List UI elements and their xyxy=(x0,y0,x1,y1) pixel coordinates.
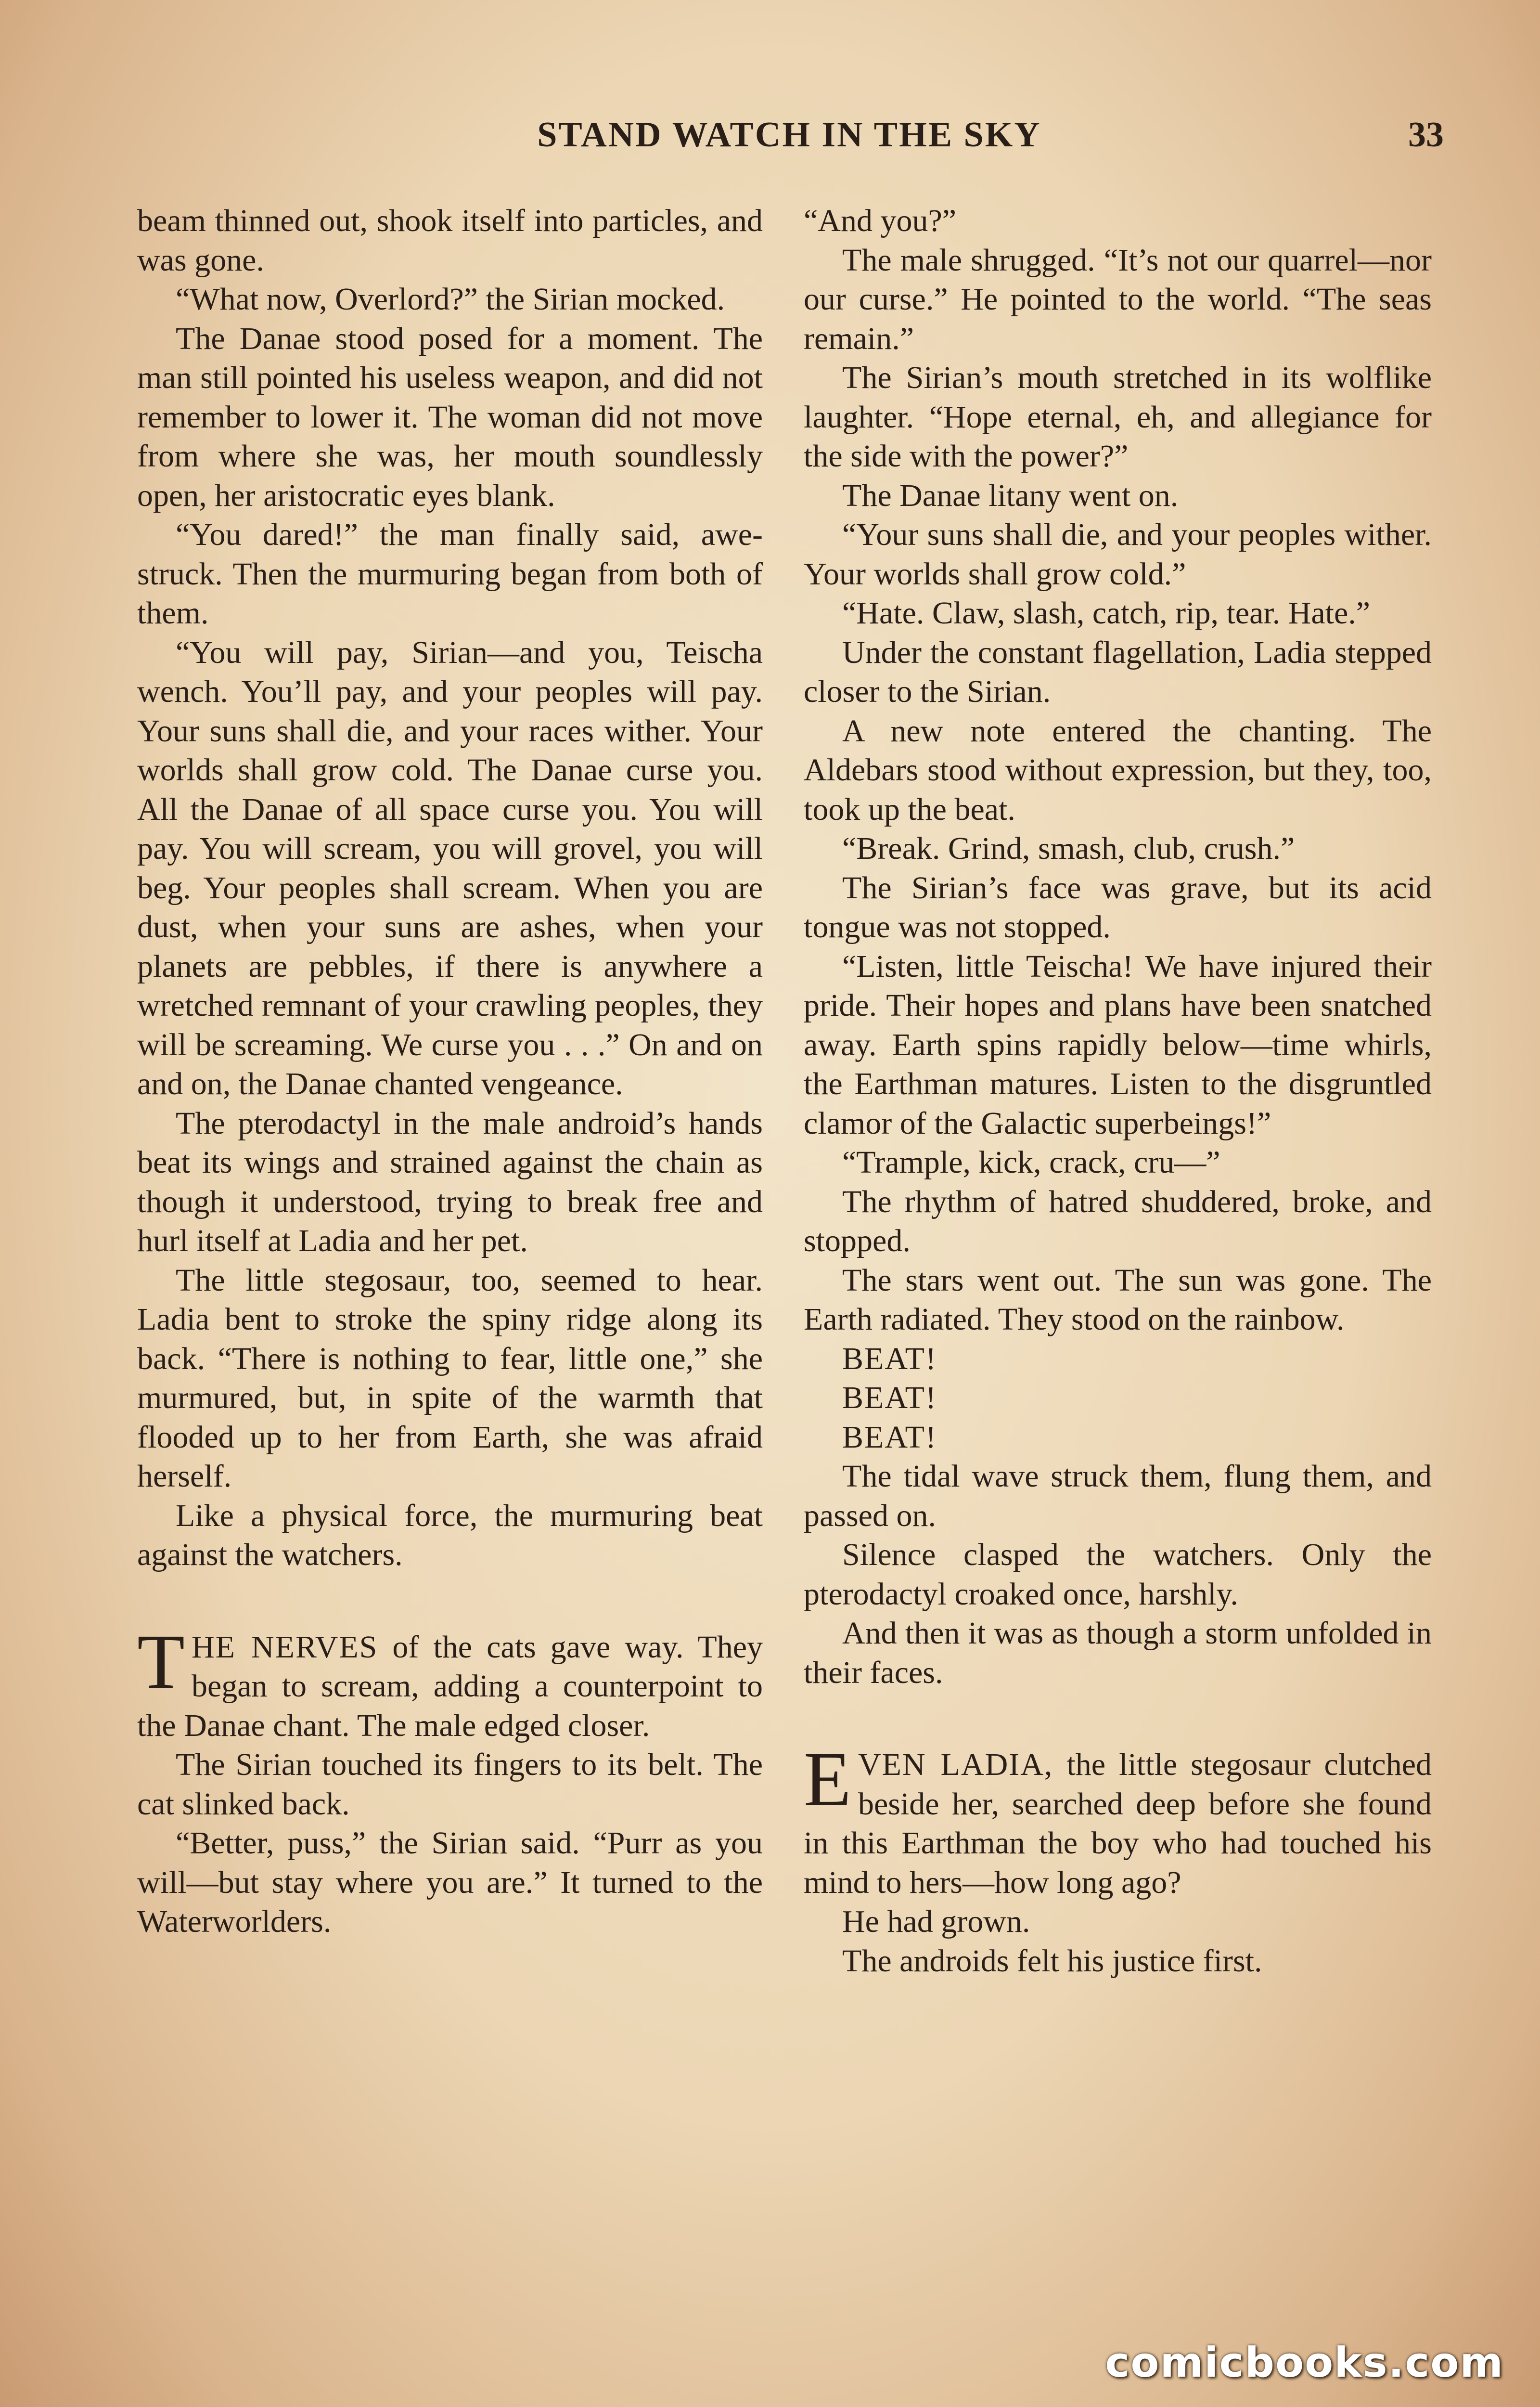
paragraph: The Sirian’s mouth stretched in its wolflike laughter. “Hope eternal, eh, and allegiance for the side with the power?” xyxy=(804,360,1432,474)
paragraph: Like a physical force, the murmuring beat against the watchers. xyxy=(137,1498,763,1572)
section-break xyxy=(804,1692,1432,1745)
paragraph: The Sirian’s face was grave, but its acid tongue was not stopped. xyxy=(804,870,1432,945)
beat-line: BEAT! xyxy=(842,1419,937,1455)
paragraph: The male shrugged. “It’s not our quarrel—nor our curse.” He pointed to the world. “The seas remain.” xyxy=(804,242,1432,356)
paragraph: The rhythm of hatred shuddered, broke, and stopped. xyxy=(804,1184,1432,1258)
paragraph: “What now, Overlord?” the Sirian mocked. xyxy=(176,282,725,317)
section-opening-paragraph xyxy=(804,1736,1432,1902)
paragraph: “You will pay, Sirian—and you, Teischa wench. You’ll pay, and your peoples will pay. Your suns shall die, and your races wither. Your worlds shall grow cold. The Danae curse you. All the Danae of all space curse you. You will pay. You will scream, you will grovel, you will beg. Your peoples shall scream. When you are dust, when your suns are ashes, when your planets are pebbles, if there is anywhere a wretched remnant of your crawling peoples, they will be screaming. We curse you . . .” On and on and on, the Danae chanted vengeance. xyxy=(137,634,763,1101)
beat-line: BEAT! xyxy=(842,1380,937,1415)
left-column xyxy=(137,201,763,1941)
paragraph: “Your suns shall die, and your peoples wither. Your worlds shall grow cold.” xyxy=(804,517,1432,592)
page-header xyxy=(135,115,1444,168)
paragraph: “Hate. Claw, slash, catch, rip, tear. Hate.” xyxy=(842,595,1371,631)
paragraph: beam thinned out, shook itself into particles, and was gone. xyxy=(137,203,763,278)
page-number: 33 xyxy=(1408,115,1444,155)
paragraph: The tidal wave struck them, flung them, and passed on. xyxy=(804,1459,1432,1533)
paragraph: The pterodactyl in the male android’s hands beat its wings and strained against the chain as though it understood, trying to break free and hurl itself at Ladia and her pet. xyxy=(137,1105,763,1258)
small-caps-lead: VEN LADIA, xyxy=(858,1747,1053,1782)
paragraph: The little stegosaur, too, seemed to hear. Ladia bent to stroke the spiny ridge along its back. “There is nothing to fear, little one,” she murmured, but, in spite of the warmth that flooded up to her from Earth, she was afraid herself. xyxy=(137,1262,763,1494)
paragraph: And then it was as though a storm unfolded in their faces. xyxy=(804,1616,1432,1690)
running-title: STAND WATCH IN THE SKY xyxy=(537,115,1041,155)
paragraph: Under the constant flagellation, Ladia stepped closer to the Sirian. xyxy=(804,634,1432,709)
beat-line: BEAT! xyxy=(842,1341,937,1376)
paragraph: The Danae litany went on. xyxy=(842,478,1179,513)
paragraph-text: the little stegosaur clutched beside her, searched deep before she found in this Earthman the boy who had touched his mind to hers—how long ago? xyxy=(804,1747,1432,1900)
paragraph: “Break. Grind, smash, club, crush.” xyxy=(842,831,1295,866)
paragraph: The stars went out. The sun was gone. The Earth radiated. They stood on the rainbow. xyxy=(804,1262,1432,1337)
paragraph: Silence clasped the watchers. Only the pterodactyl croaked once, harshly. xyxy=(804,1537,1432,1612)
paragraph: A new note entered the chanting. The Aldebars stood without expression, but they, too, took up the beat. xyxy=(804,713,1432,827)
right-column xyxy=(804,201,1432,1980)
paragraph: “You dared!” the man finally said, awe-struck. Then the murmuring began from both of them. xyxy=(137,517,763,631)
paragraph: The Sirian touched its fingers to its belt. The cat slinked back. xyxy=(137,1747,763,1822)
drop-cap: T xyxy=(137,1618,185,1705)
paragraph: “Better, puss,” the Sirian said. “Purr as you will—but stay where you are.” It turned to the Waterworlders. xyxy=(137,1825,763,1939)
section-break xyxy=(137,1575,763,1628)
paragraph: “Trample, kick, crack, cru—” xyxy=(842,1145,1220,1180)
section-opening-paragraph xyxy=(137,1618,763,1746)
small-caps-lead: HE NERVES xyxy=(191,1629,378,1665)
paragraph-text: of the cats gave way. They began to scream, adding a counterpoint to the Danae chant. The male edged closer. xyxy=(137,1629,763,1743)
paragraph: The Danae stood posed for a moment. The man still pointed his useless weapon, and did not remember to lower it. The woman did not move from where she was, her mouth soundlessly open, her aristocratic eyes blank. xyxy=(137,321,763,513)
watermark: comicbooks.com xyxy=(1105,2339,1504,2387)
paragraph: “Listen, little Teischa! We have injured their pride. Their hopes and plans have been snatched away. Earth spins rapidly below—time whirls, the Earthman matures. Listen to the disgruntled clamor of the Galactic superbeings!” xyxy=(804,948,1432,1141)
drop-cap: E xyxy=(804,1736,851,1823)
paragraph: “And you?” xyxy=(804,203,957,238)
paragraph: The androids felt his justice first. xyxy=(842,1943,1262,1979)
paragraph: He had grown. xyxy=(842,1904,1030,1939)
